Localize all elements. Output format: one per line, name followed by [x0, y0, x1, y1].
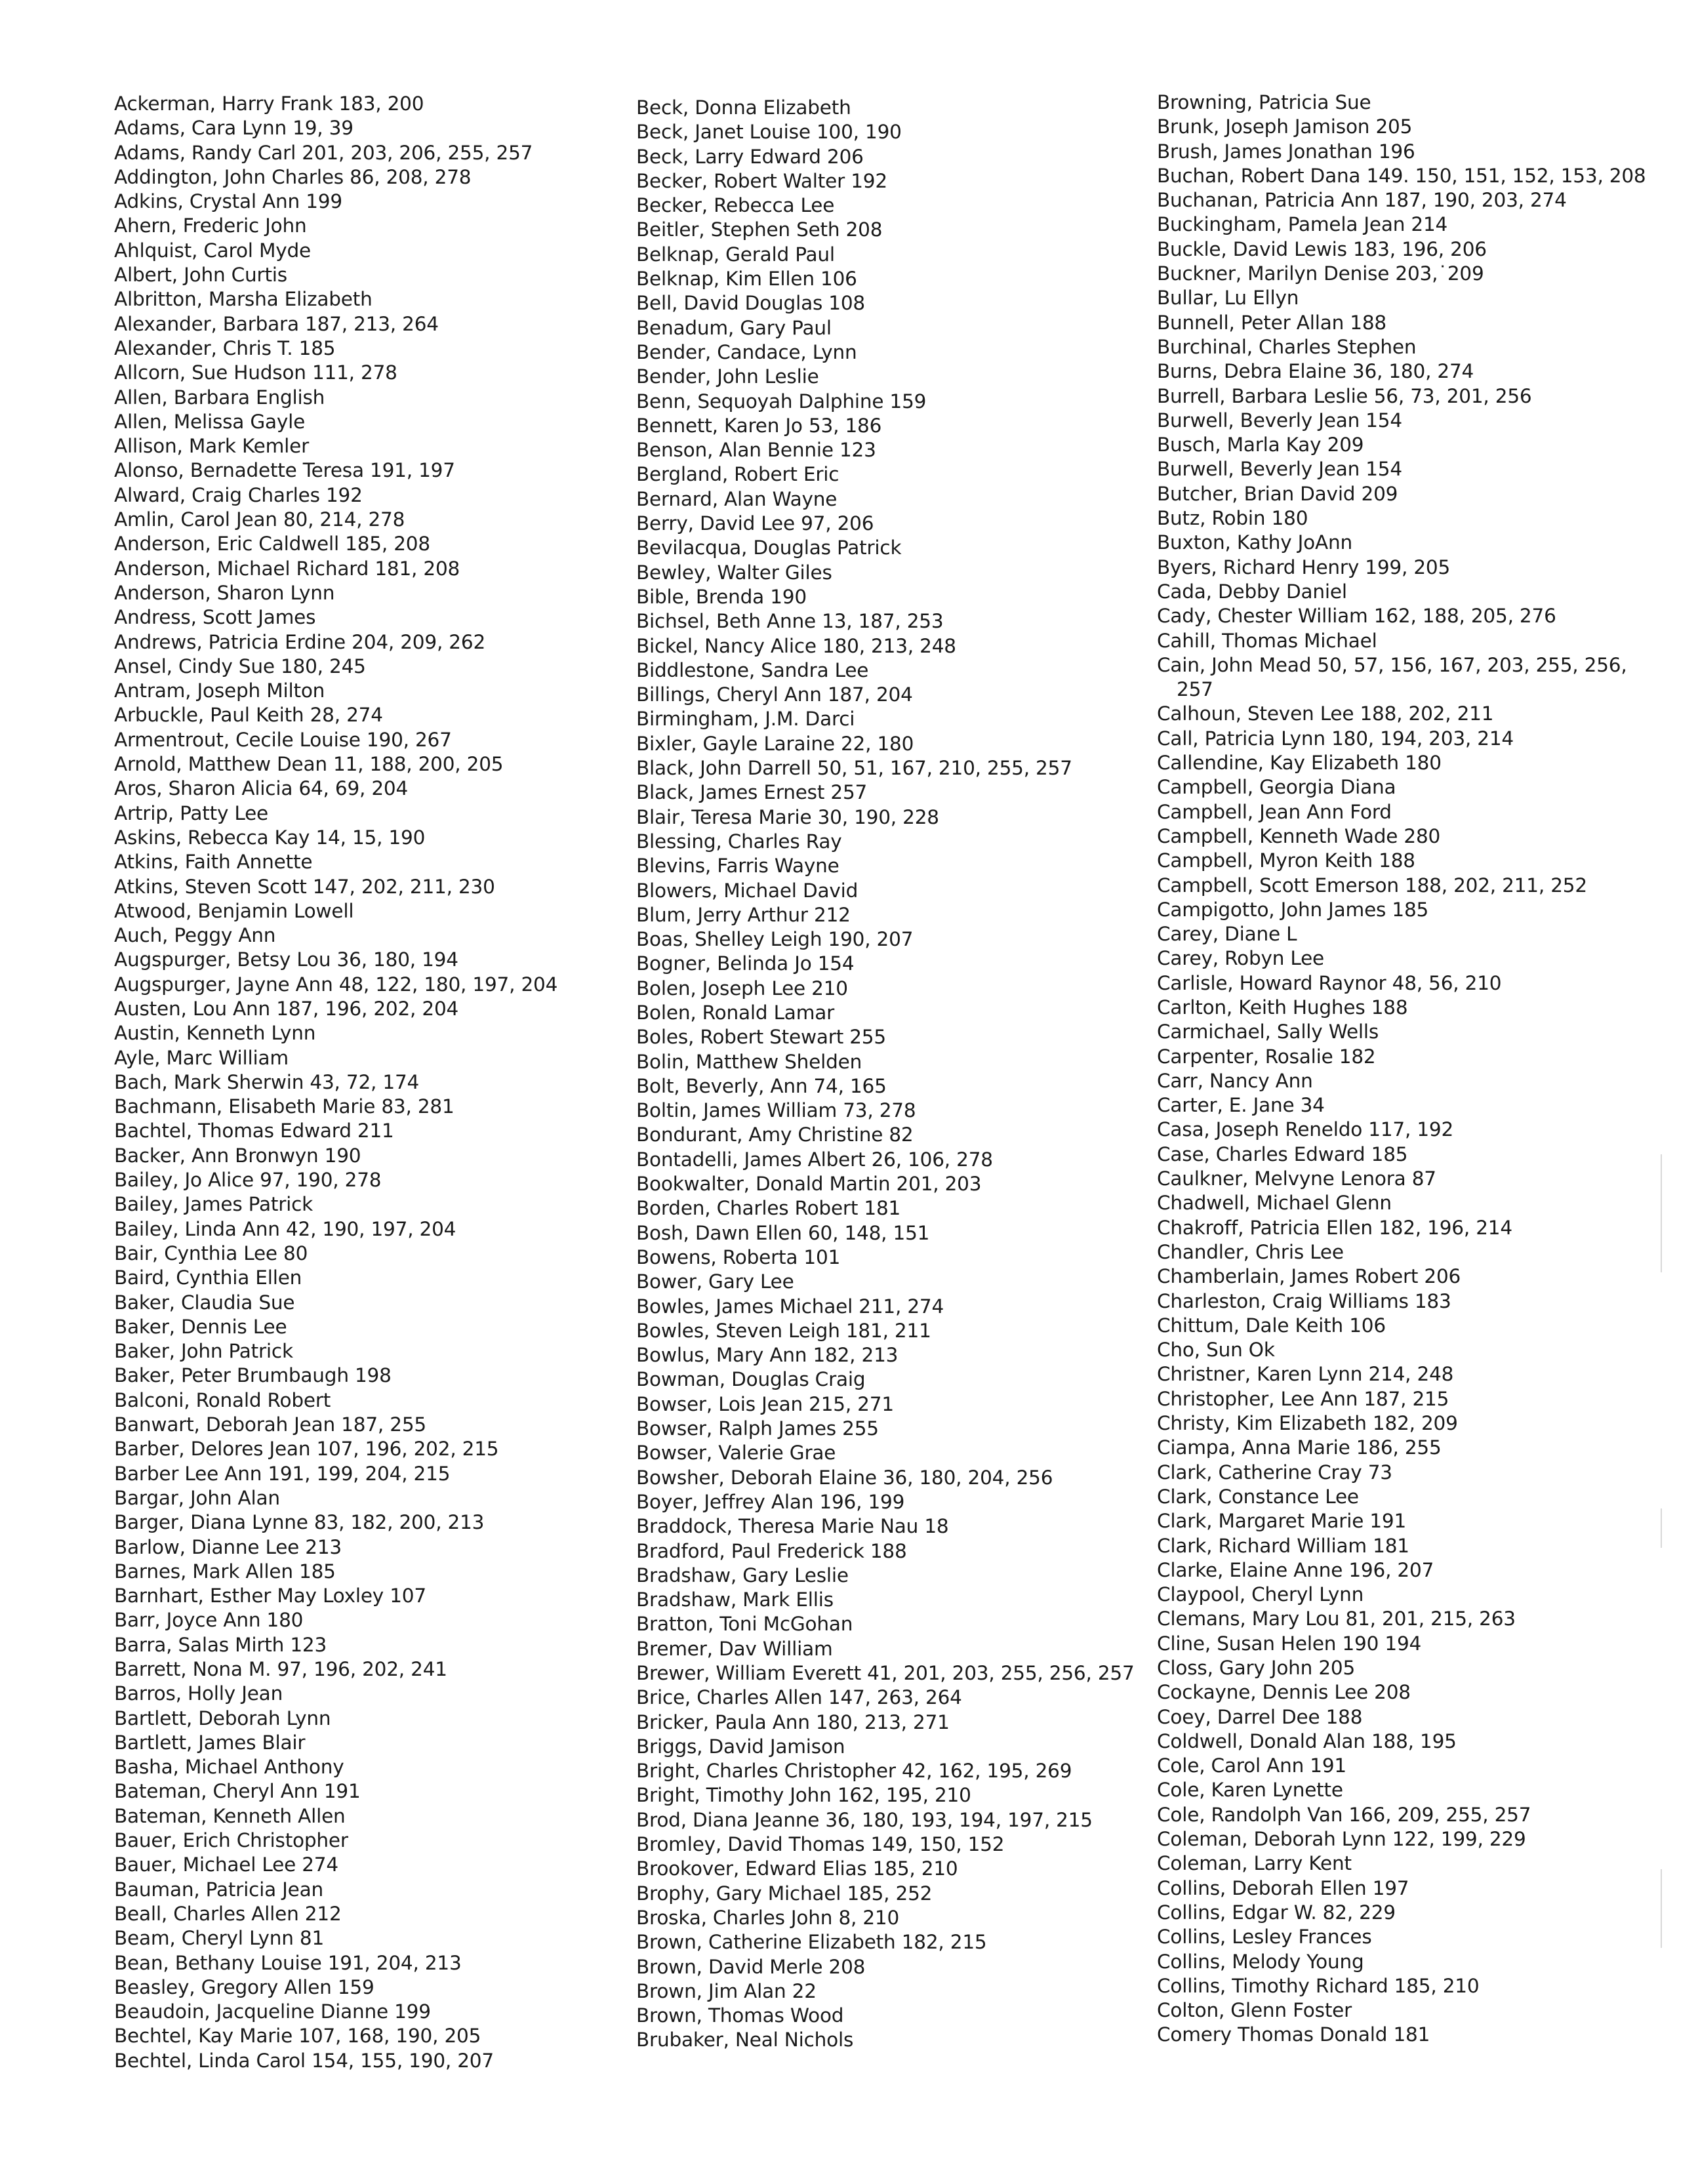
index-entry: Bichsel, Beth Anne 13, 187, 253: [636, 610, 944, 633]
index-entry: Bradford, Paul Frederick 188: [636, 1539, 907, 1562]
index-entry: Collins, Deborah Ellen 197: [1157, 1876, 1409, 1899]
index-entry: Clark, Constance Lee: [1157, 1485, 1359, 1508]
index-entry: Backer, Ann Bronwyn 190: [114, 1144, 361, 1167]
index-entry: Ahlquist, Carol Myde: [114, 239, 311, 262]
index-entry: Cain, John Mead 50, 57, 156, 167, 203, 255, 256, 257: [1157, 653, 1627, 701]
index-entry: Beck, Janet Louise 100, 190: [636, 121, 902, 144]
index-entry: Bean, Bethany Louise 191, 204, 213: [114, 1951, 462, 1974]
index-entry: Bolt, Beverly, Ann 74, 165: [636, 1074, 887, 1097]
index-entry: Bromley, David Thomas 149, 150, 152: [636, 1833, 1005, 1856]
index-entry: Burns, Debra Elaine 36, 180, 274: [1157, 360, 1474, 383]
index-entry: Bixler, Gayle Laraine 22, 180: [636, 732, 914, 755]
index-entry: Chamberlain, James Robert 206: [1157, 1265, 1461, 1288]
index-entry: Beaudoin, Jacqueline Dianne 199: [114, 2000, 431, 2023]
index-entry: Bricker, Paula Ann 180, 213, 271: [636, 1710, 950, 1733]
index-entry: Bradshaw, Gary Leslie: [636, 1564, 849, 1587]
index-entry: Boltin, James William 73, 278: [636, 1099, 916, 1122]
index-entry: Anderson, Sharon Lynn: [114, 581, 335, 604]
index-entry: Carlton, Keith Hughes 188: [1157, 996, 1408, 1019]
index-entry: Bowsher, Deborah Elaine 36, 180, 204, 256: [636, 1466, 1053, 1489]
index-entry: Aros, Sharon Alicia 64, 69, 204: [114, 777, 409, 800]
index-entry: Amlin, Carol Jean 80, 214, 278: [114, 508, 405, 531]
index-entry: Basha, Michael Anthony: [114, 1756, 344, 1779]
index-entry: Bowles, James Michael 211, 274: [636, 1295, 944, 1318]
index-entry: Callendine, Kay Elizabeth 180: [1157, 752, 1442, 775]
index-entry: Bevilacqua, Douglas Patrick: [636, 536, 902, 559]
index-entry: Black, James Ernest 257: [636, 781, 868, 804]
index-entry: Atkins, Steven Scott 147, 202, 211, 230: [114, 875, 495, 898]
index-entry: Barr, Joyce Ann 180: [114, 1609, 304, 1632]
index-entry: Clark, Richard William 181: [1157, 1534, 1409, 1557]
index-entry: Burwell, Beverly Jean 154: [1157, 409, 1402, 432]
index-column-2: [636, 96, 1135, 2053]
index-entry: Bowens, Roberta 101: [636, 1245, 841, 1268]
index-entry: Brown, Catherine Elizabeth 182, 215: [636, 1931, 987, 1954]
index-entry: Adkins, Crystal Ann 199: [114, 190, 342, 213]
index-entry: Bechtel, Kay Marie 107, 168, 190, 205: [114, 2025, 481, 2048]
index-entry: Bright, Charles Christopher 42, 162, 195, 269: [636, 1760, 1072, 1783]
index-entry: Bailey, Jo Alice 97, 190, 278: [114, 1169, 382, 1192]
index-entry: Brown, Jim Alan 22: [636, 1979, 817, 2002]
index-entry: Anderson, Michael Richard 181, 208: [114, 557, 460, 580]
index-entry: Bowman, Douglas Craig: [636, 1368, 866, 1391]
index-entry: Bookwalter, Donald Martin 201, 203: [636, 1173, 982, 1196]
index-entry: Addington, John Charles 86, 208, 278: [114, 165, 472, 188]
index-entry: Bowser, Ralph James 255: [636, 1417, 879, 1440]
index-entry: Campbell, Kenneth Wade 280: [1157, 824, 1441, 847]
index-entry: Alexander, Chris T. 185: [114, 336, 336, 359]
index-entry: Buckingham, Pamela Jean 214: [1157, 213, 1448, 236]
index-entry: Baird, Cynthia Ellen: [114, 1266, 302, 1289]
index-entry: Bartlett, Deborah Lynn: [114, 1707, 331, 1729]
index-entry: Bolen, Ronald Lamar: [636, 1001, 835, 1024]
index-entry: Carlisle, Howard Raynor 48, 56, 210: [1157, 971, 1502, 994]
index-entry: Bradshaw, Mark Ellis: [636, 1588, 834, 1611]
index-entry: Bright, Timothy John 162, 195, 210: [636, 1784, 971, 1807]
index-entry: Busch, Marla Kay 209: [1157, 434, 1364, 456]
index-entry: Bolen, Joseph Lee 210: [636, 977, 848, 1000]
index-entry: Calhoun, Steven Lee 188, 202, 211: [1157, 702, 1494, 725]
index-entry: Alonso, Bernadette Teresa 191, 197: [114, 459, 455, 482]
index-entry: Bowlus, Mary Ann 182, 213: [636, 1344, 899, 1367]
index-entry: Bunnell, Peter Allan 188: [1157, 311, 1386, 334]
index-entry: Campbell, Jean Ann Ford: [1157, 800, 1392, 823]
index-entry: Albert, John Curtis: [114, 264, 287, 287]
index-entry: Andrews, Patricia Erdine 204, 209, 262: [114, 630, 486, 653]
index-entry: Christopher, Lee Ann 187, 215: [1157, 1387, 1449, 1410]
index-entry: Campbell, Myron Keith 188: [1157, 849, 1415, 872]
index-entry: Carmichael, Sally Wells: [1157, 1021, 1379, 1043]
index-entry: Ackerman, Harry Frank 183, 200: [114, 92, 424, 115]
index-entry: Comery Thomas Donald 181: [1157, 2023, 1430, 2046]
index-entry: Arbuckle, Paul Keith 28, 274: [114, 704, 383, 727]
index-entry: Buckle, David Lewis 183, 196, 206: [1157, 237, 1487, 260]
index-entry: Blair, Teresa Marie 30, 190, 228: [636, 805, 939, 828]
index-entry: Coey, Darrel Dee 188: [1157, 1705, 1363, 1728]
index-entry: Andress, Scott James: [114, 606, 316, 629]
index-entry: Barra, Salas Mirth 123: [114, 1633, 327, 1656]
index-entry: Becker, Robert Walter 192: [636, 169, 887, 192]
index-entry: Baker, Dennis Lee: [114, 1315, 287, 1338]
index-entry: Baker, Claudia Sue: [114, 1291, 295, 1314]
index-entry: Carey, Robyn Lee: [1157, 947, 1325, 970]
index-entry: Cockayne, Dennis Lee 208: [1157, 1681, 1411, 1704]
index-entry: Call, Patricia Lynn 180, 194, 203, 214: [1157, 727, 1514, 750]
index-entry: Barnes, Mark Allen 185: [114, 1560, 336, 1583]
index-entry: Allen, Melissa Gayle: [114, 410, 306, 433]
index-entry: Belknap, Gerald Paul: [636, 243, 835, 266]
index-entry: Bartlett, James Blair: [114, 1731, 306, 1754]
index-entry: Boas, Shelley Leigh 190, 207: [636, 928, 914, 951]
index-entry: Becker, Rebecca Lee: [636, 194, 835, 217]
index-entry: Brod, Diana Jeanne 36, 180, 193, 194, 197, 215: [636, 1808, 1093, 1831]
index-entry: Bogner, Belinda Jo 154: [636, 952, 855, 975]
index-entry: Bowser, Lois Jean 215, 271: [636, 1392, 894, 1415]
index-entry: Campbell, Scott Emerson 188, 202, 211, 252: [1157, 874, 1587, 897]
index-entry: Brophy, Gary Michael 185, 252: [636, 1882, 933, 1905]
index-entry: Bullar, Lu Ellyn: [1157, 287, 1299, 310]
index-entry: Buchanan, Patricia Ann 187, 190, 203, 274: [1157, 189, 1567, 212]
index-entry: Blevins, Farris Wayne: [636, 855, 839, 878]
index-entry: Belknap, Kim Ellen 106: [636, 268, 857, 291]
index-entry: Carter, E. Jane 34: [1157, 1094, 1325, 1117]
index-entry: Bontadelli, James Albert 26, 106, 278: [636, 1148, 993, 1171]
index-entry: Bower, Gary Lee: [636, 1270, 794, 1293]
index-entry: Bateman, Cheryl Ann 191: [114, 1780, 361, 1803]
index-entry: Bateman, Kenneth Allen: [114, 1804, 346, 1827]
index-entry: Cahill, Thomas Michael: [1157, 629, 1377, 652]
index-entry: Beck, Larry Edward 206: [636, 145, 864, 168]
index-entry: Austen, Lou Ann 187, 196, 202, 204: [114, 997, 459, 1020]
scan-edge-mark: [1661, 1154, 1662, 1272]
index-entry: Allen, Barbara English: [114, 386, 325, 409]
index-entry: Black, John Darrell 50, 51, 167, 210, 255, 257: [636, 757, 1072, 780]
index-entry: Brunk, Joseph Jamison 205: [1157, 115, 1413, 138]
index-entry: Bach, Mark Sherwin 43, 72, 174: [114, 1070, 420, 1093]
index-entry: Cho, Sun Ok: [1157, 1339, 1275, 1362]
index-entry: Case, Charles Edward 185: [1157, 1143, 1408, 1165]
index-entry: Barrett, Nona M. 97, 196, 202, 241: [114, 1658, 447, 1680]
index-entry: Blessing, Charles Ray: [636, 830, 842, 853]
index-entry: Alward, Craig Charles 192: [114, 483, 363, 506]
index-entry: Bosh, Dawn Ellen 60, 148, 151: [636, 1221, 930, 1244]
index-entry: Brice, Charles Allen 147, 263, 264: [636, 1686, 962, 1709]
index-entry: Bewley, Walter Giles: [636, 561, 832, 584]
index-entry: Atkins, Faith Annette: [114, 851, 313, 874]
index-entry: Beam, Cheryl Lynn 81: [114, 1927, 325, 1950]
index-entry: Caulkner, Melvyne Lenora 87: [1157, 1167, 1436, 1190]
index-entry: Barlow, Dianne Lee 213: [114, 1535, 342, 1558]
index-entry: Butz, Robin 180: [1157, 507, 1308, 530]
index-entry: Collins, Edgar W. 82, 229: [1157, 1901, 1396, 1924]
index-entry: Campbell, Georgia Diana: [1157, 776, 1396, 799]
index-entry: Campigotto, John James 185: [1157, 898, 1429, 921]
index-entry: Beitler, Stephen Seth 208: [636, 218, 883, 241]
index-entry: Bergland, Robert Eric: [636, 463, 839, 486]
index-entry: Cada, Debby Daniel: [1157, 580, 1347, 603]
index-entry: Ayle, Marc William: [114, 1046, 289, 1069]
scan-edge-mark: [1661, 1508, 1662, 1548]
index-entry: Coldwell, Donald Alan 188, 195: [1157, 1729, 1457, 1752]
index-entry: Barger, Diana Lynne 83, 182, 200, 213: [114, 1511, 485, 1534]
index-entry: Artrip, Patty Lee: [114, 801, 269, 824]
index-entry: Butcher, Brian David 209: [1157, 482, 1398, 505]
index-entry: Christy, Kim Elizabeth 182, 209: [1157, 1412, 1458, 1435]
index-entry: Clarke, Elaine Anne 196, 207: [1157, 1558, 1434, 1581]
index-entry: Cole, Randolph Van 166, 209, 255, 257: [1157, 1803, 1531, 1826]
index-entry: Bratton, Toni McGohan: [636, 1613, 853, 1636]
index-entry: Collins, Lesley Frances: [1157, 1926, 1372, 1949]
index-entry: Auch, Peggy Ann: [114, 924, 276, 947]
index-entry: Brookover, Edward Elias 185, 210: [636, 1857, 958, 1880]
index-entry: Bechtel, Linda Carol 154, 155, 190, 207: [114, 2049, 494, 2072]
index-entry: Balconi, Ronald Robert: [114, 1388, 331, 1411]
index-entry: Brush, James Jonathan 196: [1157, 140, 1415, 163]
index-entry: Bauer, Erich Christopher: [114, 1829, 348, 1852]
index-entry: Cline, Susan Helen 190 194: [1157, 1632, 1422, 1655]
index-entry: Adams, Cara Lynn 19, 39: [114, 117, 354, 140]
index-entry: Benn, Sequoyah Dalphine 159: [636, 390, 927, 413]
index-entry: Bailey, James Patrick: [114, 1193, 313, 1216]
index-entry: Borden, Charles Robert 181: [636, 1197, 901, 1220]
index-entry: Browning, Patricia Sue: [1157, 91, 1371, 113]
index-entry: Carpenter, Rosalie 182: [1157, 1045, 1376, 1068]
index-entry: Biddlestone, Sandra Lee: [636, 658, 869, 681]
index-entry: Christner, Karen Lynn 214, 248: [1157, 1363, 1454, 1386]
index-entry: Bowser, Valerie Grae: [636, 1442, 836, 1465]
index-entry: Bauman, Patricia Jean: [114, 1878, 324, 1901]
index-entry: Armentrout, Cecile Louise 190, 267: [114, 728, 452, 751]
index-entry: Beasley, Gregory Allen 159: [114, 1975, 374, 1998]
index-entry: Braddock, Theresa Marie Nau 18: [636, 1515, 949, 1538]
index-entry: Briggs, David Jamison: [636, 1735, 845, 1758]
index-entry: Beall, Charles Allen 212: [114, 1902, 342, 1925]
index-entry: Carr, Nancy Ann: [1157, 1069, 1313, 1092]
index-entry: Ciampa, Anna Marie 186, 255: [1157, 1436, 1442, 1459]
index-entry: Cady, Chester William 162, 188, 205, 276: [1157, 605, 1556, 628]
index-entry: Collins, Timothy Richard 185, 210: [1157, 1974, 1480, 1997]
index-entry: Burrell, Barbara Leslie 56, 73, 201, 256: [1157, 384, 1532, 407]
index-entry: Chittum, Dale Keith 106: [1157, 1314, 1386, 1337]
index-entry: Bargar, John Alan: [114, 1486, 280, 1509]
index-entry: Brewer, William Everett 41, 201, 203, 255, 256, 257: [636, 1662, 1135, 1684]
index-entry: Bremer, Dav William: [636, 1637, 833, 1660]
index-entry: Cole, Karen Lynette: [1157, 1779, 1343, 1802]
index-entry: Allison, Mark Kemler: [114, 435, 309, 458]
index-entry: Bachmann, Elisabeth Marie 83, 281: [114, 1095, 455, 1118]
index-entry: Beck, Donna Elizabeth: [636, 96, 851, 119]
index-entry: Byers, Richard Henry 199, 205: [1157, 556, 1451, 578]
index-entry: Charleston, Craig Williams 183: [1157, 1289, 1451, 1312]
index-entry: Ahern, Frederic John: [114, 214, 307, 237]
index-entry: Broska, Charles John 8, 210: [636, 1906, 900, 1929]
index-entry: Brown, Thomas Wood: [636, 2004, 844, 2027]
index-entry: Birmingham, J.M. Darci: [636, 708, 855, 731]
index-entry: Brubaker, Neal Nichols: [636, 2029, 854, 2052]
index-entry: Blum, Jerry Arthur 212: [636, 903, 851, 926]
index-entry: Colton, Glenn Foster: [1157, 1999, 1352, 2022]
scan-edge-mark: [1661, 1869, 1662, 1948]
index-entry: Baker, John Patrick: [114, 1340, 293, 1363]
index-entry: Bondurant, Amy Christine 82: [636, 1123, 914, 1146]
index-entry: Bowles, Steven Leigh 181, 211: [636, 1319, 931, 1342]
index-entry: Cole, Carol Ann 191: [1157, 1754, 1346, 1777]
index-entry: Buckner, Marilyn Denise 203,˙209: [1157, 262, 1484, 285]
index-entry: Bible, Brenda 190: [636, 585, 807, 608]
index-entry: Clark, Catherine Cray 73: [1157, 1461, 1392, 1484]
index-entry: Augspurger, Jayne Ann 48, 122, 180, 197, 204: [114, 973, 558, 996]
index-entry: Claypool, Cheryl Lynn: [1157, 1583, 1364, 1606]
index-entry: Benadum, Gary Paul: [636, 316, 832, 339]
index-column-3: [1157, 91, 1655, 2048]
index-entry: Bernard, Alan Wayne: [636, 487, 838, 510]
index-entry: Billings, Cheryl Ann 187, 204: [636, 683, 913, 706]
index-entry: Bell, David Douglas 108: [636, 292, 865, 315]
index-entry: Clark, Margaret Marie 191: [1157, 1510, 1407, 1533]
index-entry: Burchinal, Charles Stephen: [1157, 335, 1417, 358]
index-entry: Chandler, Chris Lee: [1157, 1240, 1344, 1263]
index-entry: Barber Lee Ann 191, 199, 204, 215: [114, 1462, 451, 1485]
index-entry: Austin, Kenneth Lynn: [114, 1022, 316, 1045]
index-entry: Adams, Randy Carl 201, 203, 206, 255, 257: [114, 141, 533, 164]
index-entry: Barber, Delores Jean 107, 196, 202, 215: [114, 1438, 499, 1461]
index-entry: Bender, Candace, Lynn: [636, 340, 857, 363]
index-entry: Bachtel, Thomas Edward 211: [114, 1120, 394, 1143]
index-entry: Clemans, Mary Lou 81, 201, 215, 263: [1157, 1608, 1516, 1630]
index-entry: Burwell, Beverly Jean 154: [1157, 458, 1402, 481]
index-entry: Allcorn, Sue Hudson 111, 278: [114, 361, 397, 384]
index-entry: Chakroff, Patricia Ellen 182, 196, 214: [1157, 1216, 1512, 1239]
index-entry: Casa, Joseph Reneldo 117, 192: [1157, 1118, 1454, 1141]
index-entry: Barnhart, Esther May Loxley 107: [114, 1585, 426, 1608]
index-entry: Blowers, Michael David: [636, 879, 859, 902]
index-entry: Closs, Gary John 205: [1157, 1657, 1356, 1679]
index-entry: Collins, Melody Young: [1157, 1950, 1364, 1973]
index-entry: Buchan, Robert Dana 149. 150, 151, 152, 153, 208: [1157, 164, 1646, 187]
index-entry: Bair, Cynthia Lee 80: [114, 1242, 308, 1264]
index-entry: Boyer, Jeffrey Alan 196, 199: [636, 1490, 905, 1513]
index-entry: Buxton, Kathy JoAnn: [1157, 531, 1352, 554]
index-entry: Carey, Diane L: [1157, 923, 1297, 946]
index-entry: Boles, Robert Stewart 255: [636, 1026, 886, 1049]
index-entry: Brown, David Merle 208: [636, 1955, 866, 1978]
index-entry: Albritton, Marsha Elizabeth: [114, 288, 373, 311]
index-entry: Bailey, Linda Ann 42, 190, 197, 204: [114, 1217, 456, 1240]
index-entry: Bauer, Michael Lee 274: [114, 1853, 338, 1876]
index-entry: Banwart, Deborah Jean 187, 255: [114, 1413, 426, 1436]
index-column-1: [114, 92, 613, 2073]
index-entry: Atwood, Benjamin Lowell: [114, 899, 354, 922]
index-entry: Chadwell, Michael Glenn: [1157, 1192, 1392, 1215]
index-entry: Baker, Peter Brumbaugh 198: [114, 1364, 392, 1387]
index-entry: Augspurger, Betsy Lou 36, 180, 194: [114, 948, 458, 971]
index-entry: Antram, Joseph Milton: [114, 679, 325, 702]
index-entry: Berry, David Lee 97, 206: [636, 512, 874, 535]
index-entry: Bennett, Karen Jo 53, 186: [636, 414, 882, 437]
index-entry: Ansel, Cindy Sue 180, 245: [114, 655, 366, 677]
index-entry: Bender, John Leslie: [636, 365, 819, 388]
index-entry: Coleman, Deborah Lynn 122, 199, 229: [1157, 1828, 1526, 1851]
index-entry: Coleman, Larry Kent: [1157, 1852, 1352, 1875]
index-entry: Arnold, Matthew Dean 11, 188, 200, 205: [114, 753, 504, 776]
index-entry: Benson, Alan Bennie 123: [636, 439, 876, 462]
index-entry: Bolin, Matthew Shelden: [636, 1050, 862, 1073]
index-entry: Barros, Holly Jean: [114, 1682, 283, 1705]
index-entry: Anderson, Eric Caldwell 185, 208: [114, 533, 430, 556]
index-entry: Alexander, Barbara 187, 213, 264: [114, 312, 439, 335]
index-entry: Bickel, Nancy Alice 180, 213, 248: [636, 634, 956, 657]
index-entry: Askins, Rebecca Kay 14, 15, 190: [114, 826, 426, 849]
